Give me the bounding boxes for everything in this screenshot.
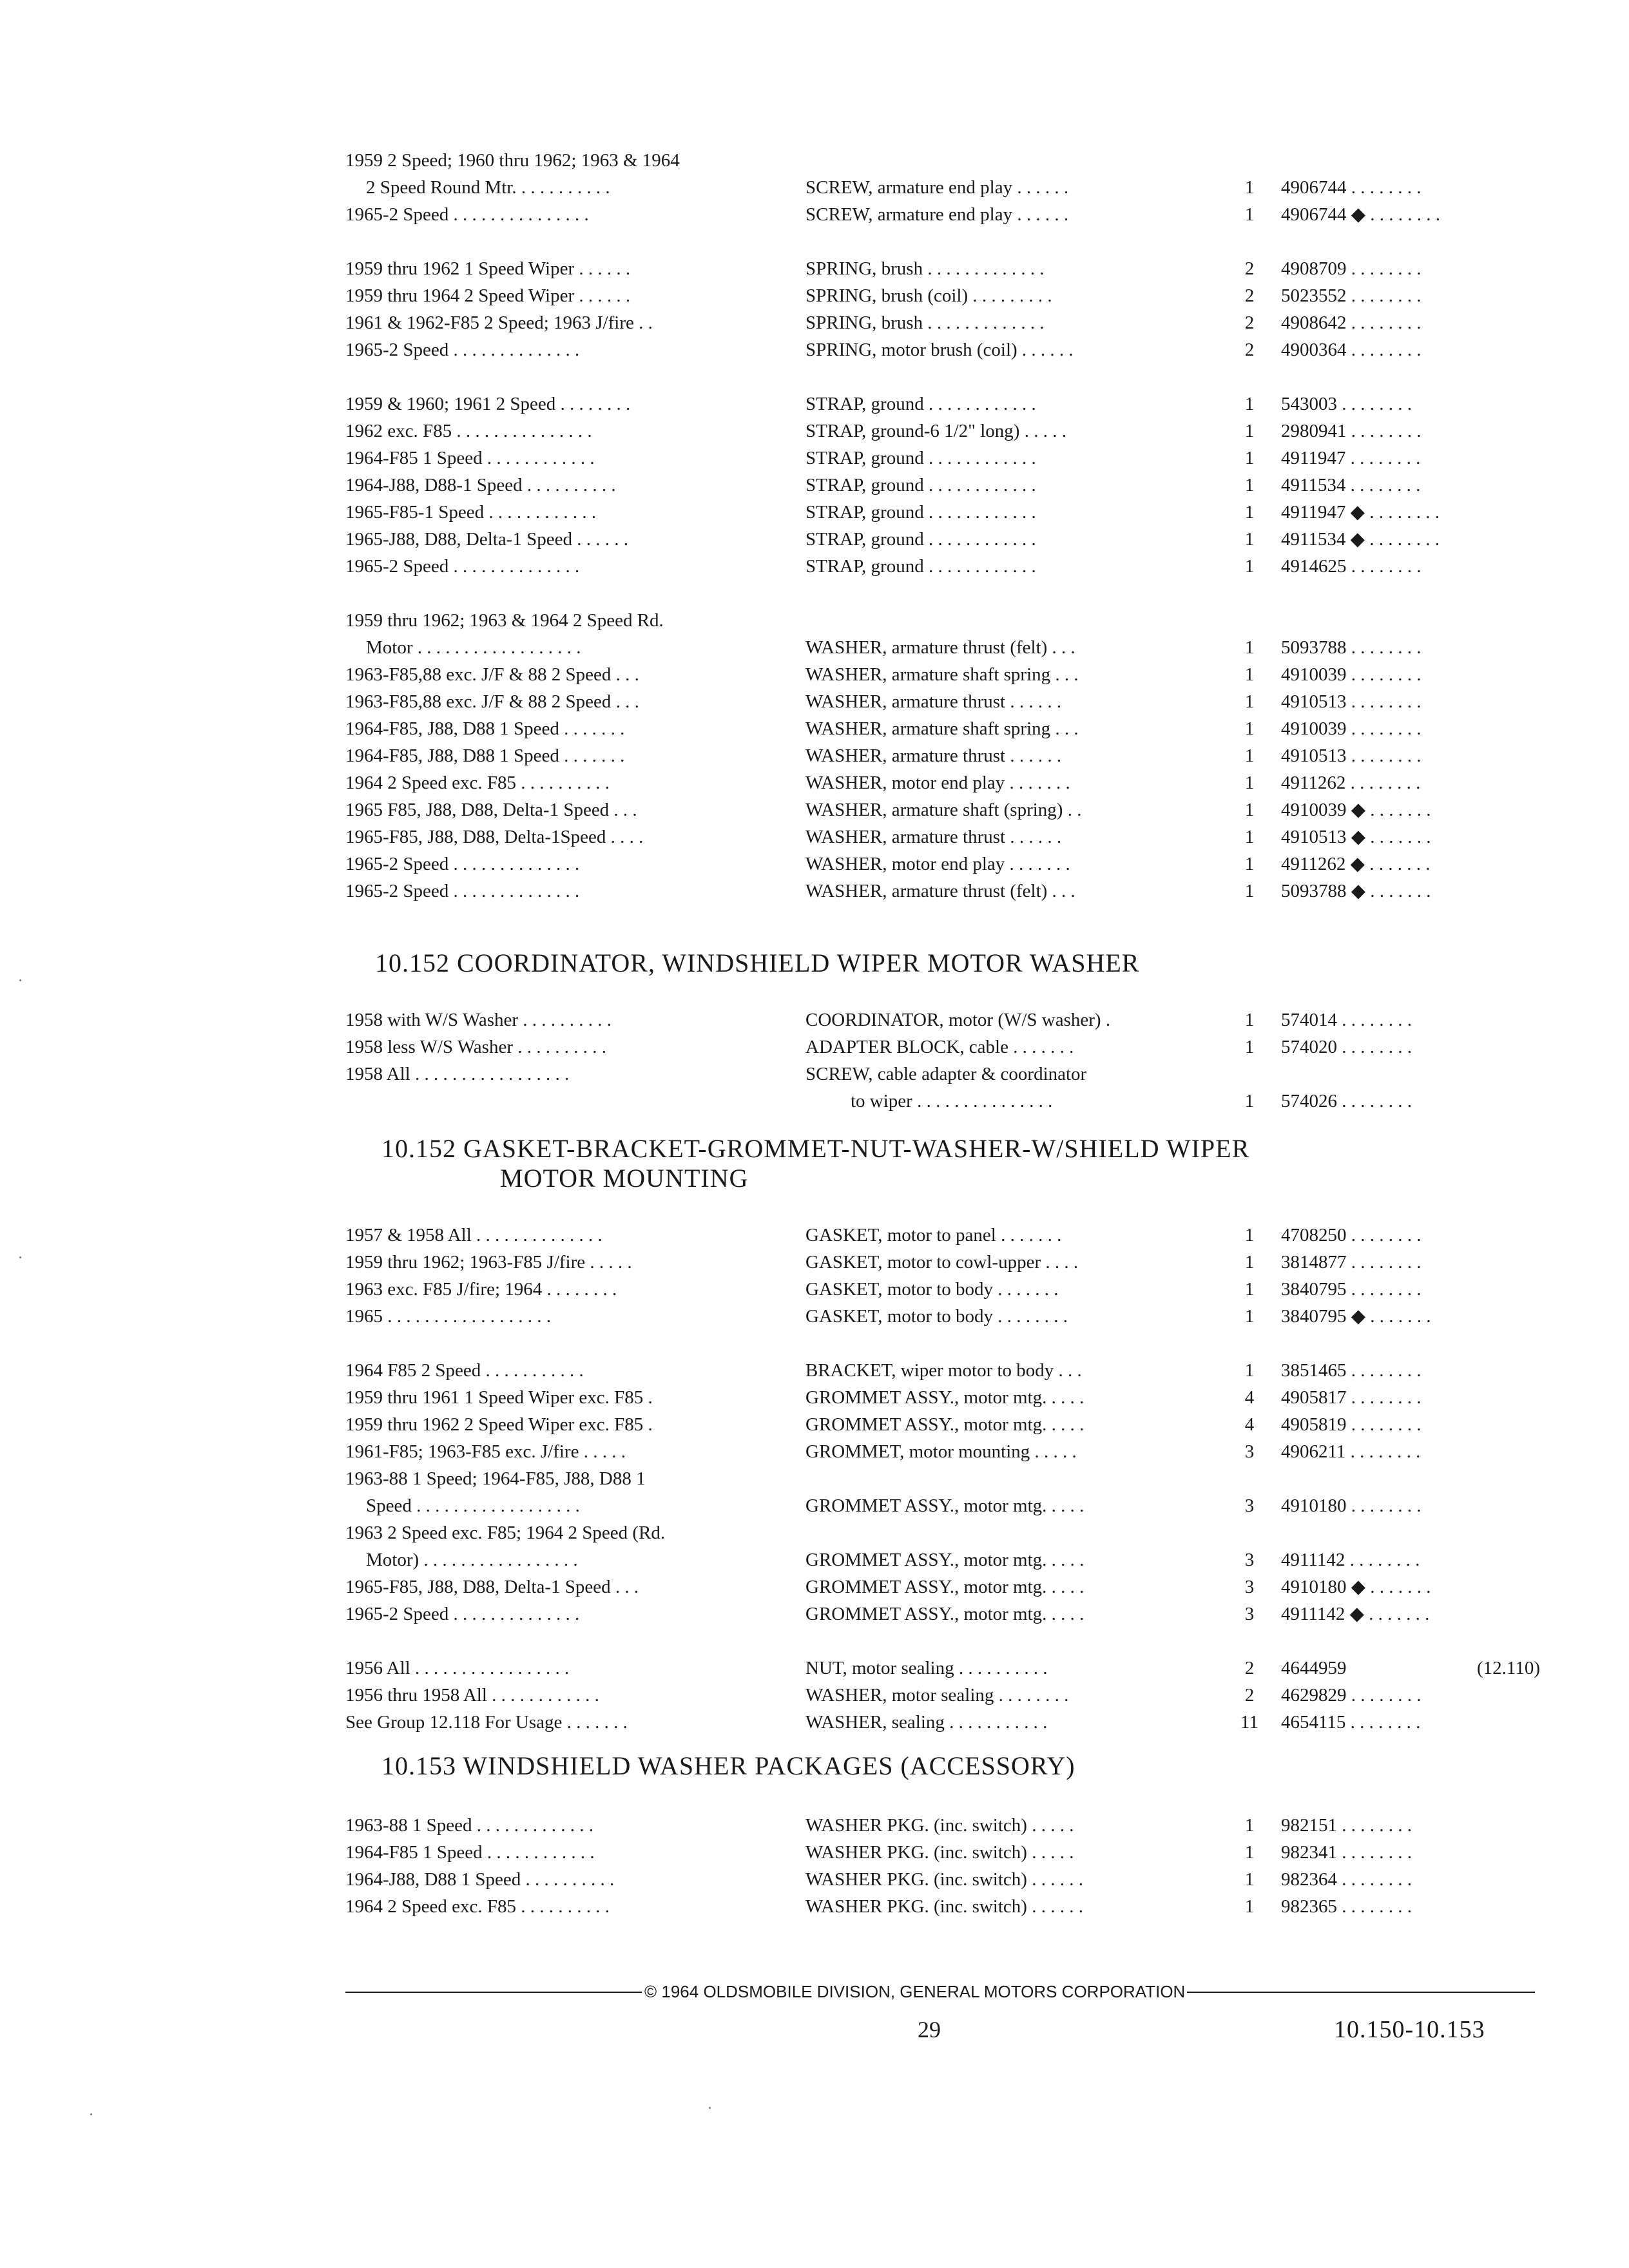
quantity: 3 [1244,1577,1255,1597]
parts-row [0,309,1629,336]
part-description: GROMMET ASSY., motor mtg. . . . . [805,1604,1084,1624]
usage-text: 1965-2 Speed . . . . . . . . . . . . . . [345,854,580,874]
part-description: GROMMET ASSY., motor mtg. . . . . [805,1387,1084,1408]
part-number: 3814877 . . . . . . . . [1281,1252,1422,1273]
quantity: 1 [1244,1037,1255,1057]
part-description: GROMMET, motor mounting . . . . . [805,1441,1077,1462]
usage-text: 1959 thru 1962; 1963 & 1964 2 Speed Rd. [345,610,664,631]
parts-row [0,742,1629,769]
part-number: 574020 . . . . . . . . [1281,1037,1412,1057]
usage-text: 1965 . . . . . . . . . . . . . . . . . . [345,1306,551,1327]
quantity: 1 [1244,773,1255,793]
quantity: 2 [1244,258,1255,279]
usage-text: 1963 exc. F85 J/fire; 1964 . . . . . . . . [345,1279,617,1300]
quantity: 1 [1244,204,1255,225]
quantity: 4 [1244,1414,1255,1435]
parts-row [0,282,1629,309]
parts-row [0,1600,1629,1628]
part-number: 4906744 . . . . . . . . [1281,177,1422,198]
usage-text: 1965-2 Speed . . . . . . . . . . . . . . [345,556,580,577]
part-number: 4911262 . . . . . . . . [1281,773,1421,793]
part-description: GROMMET ASSY., motor mtg. . . . . [805,1550,1084,1570]
parts-row [0,1492,1629,1519]
part-number: 4910039 ◆ . . . . . . . [1281,800,1431,820]
usage-text: 1957 & 1958 All . . . . . . . . . . . . . . [345,1225,602,1245]
scan-speck [709,2107,711,2109]
parts-row [0,1655,1629,1682]
part-description: WASHER, armature thrust . . . . . . [805,827,1062,847]
quantity: 2 [1244,1658,1255,1678]
part-number: 4900364 . . . . . . . . [1281,340,1422,360]
part-number: 574014 . . . . . . . . [1281,1010,1412,1030]
part-number: 4708250 . . . . . . . . [1281,1225,1422,1245]
part-description: SCREW, armature end play . . . . . . [805,177,1069,198]
part-description: SPRING, brush (coil) . . . . . . . . . [805,285,1052,306]
part-description: SCREW, cable adapter & coordinator [805,1064,1087,1084]
quantity: 3 [1244,1441,1255,1462]
usage-text: 1965-F85, J88, D88, Delta-1Speed . . . . [345,827,644,847]
quantity: 3 [1244,1495,1255,1516]
parts-row [0,1866,1629,1893]
part-description: BRACKET, wiper motor to body . . . [805,1360,1082,1381]
part-description: WASHER PKG. (inc. switch) . . . . . [805,1815,1074,1836]
part-number: 3840795 ◆ . . . . . . . [1281,1306,1431,1327]
parts-row [0,147,1629,174]
quantity: 1 [1244,1896,1255,1917]
usage-text: 1965-F85, J88, D88, Delta-1 Speed . . . [345,1577,639,1597]
parts-row [0,661,1629,688]
part-number: 982364 . . . . . . . . [1281,1869,1412,1890]
parts-row [0,796,1629,823]
parts-row [0,634,1629,661]
parts-row [0,336,1629,363]
parts-row [0,499,1629,526]
usage-text: 1963-88 1 Speed; 1964-F85, J88, D88 1 [345,1468,646,1489]
quantity: 1 [1244,475,1255,495]
parts-row [0,472,1629,499]
parts-row [0,1519,1629,1546]
parts-row [0,688,1629,715]
parts-row [0,1357,1629,1384]
part-description: WASHER, armature thrust . . . . . . [805,745,1062,766]
quantity: 1 [1244,1252,1255,1273]
quantity: 3 [1244,1604,1255,1624]
usage-text: 2 Speed Round Mtr. . . . . . . . . . . [366,177,610,198]
quantity: 1 [1244,800,1255,820]
quantity: 3 [1244,1550,1255,1570]
parts-row [0,445,1629,472]
part-description: ADAPTER BLOCK, cable . . . . . . . [805,1037,1074,1057]
part-description: COORDINATOR, motor (W/S washer) . [805,1010,1111,1030]
part-description: WASHER, armature shaft spring . . . [805,664,1079,685]
quantity: 1 [1244,1815,1255,1836]
quantity: 1 [1244,1842,1255,1863]
usage-text: 1959 thru 1962 1 Speed Wiper . . . . . . [345,258,631,279]
section-heading: 10.152 GASKET-BRACKET-GROMMET-NUT-WASHER-W/SHIELD WIPER [381,1134,1250,1163]
usage-text: 1964 2 Speed exc. F85 . . . . . . . . . . [345,1896,610,1917]
parts-row [0,1061,1629,1088]
quantity: 1 [1244,421,1255,441]
part-description: NUT, motor sealing . . . . . . . . . . [805,1658,1048,1678]
part-description: GROMMET ASSY., motor mtg. . . . . [805,1577,1084,1597]
usage-text: Speed . . . . . . . . . . . . . . . . . . [366,1495,580,1516]
scan-speck [19,1256,21,1258]
part-number: 982341 . . . . . . . . [1281,1842,1412,1863]
usage-text: 1964-F85 1 Speed . . . . . . . . . . . . [345,448,595,468]
parts-row [0,1465,1629,1492]
part-description: WASHER, motor end play . . . . . . . [805,854,1070,874]
usage-text: 1964 2 Speed exc. F85 . . . . . . . . . . [345,773,610,793]
parts-row [0,1546,1629,1573]
usage-text: 1961 & 1962-F85 2 Speed; 1963 J/fire . . [345,312,653,333]
part-description: GASKET, motor to panel . . . . . . . [805,1225,1062,1245]
usage-text: 1965-2 Speed . . . . . . . . . . . . . . . [345,204,589,225]
part-number: 4910513 ◆ . . . . . . . [1281,827,1431,847]
part-number: 574026 . . . . . . . . [1281,1091,1412,1111]
part-number: 4910039 . . . . . . . . [1281,664,1422,685]
quantity: 2 [1244,312,1255,333]
usage-text: 1963 2 Speed exc. F85; 1964 2 Speed (Rd. [345,1523,666,1543]
part-number: 4908709 . . . . . . . . [1281,258,1422,279]
usage-text: 1961-F85; 1963-F85 exc. J/fire . . . . . [345,1441,626,1462]
usage-text: 1963-F85,88 exc. J/F & 88 2 Speed . . . [345,691,639,712]
usage-text: 1965-J88, D88, Delta-1 Speed . . . . . . [345,529,628,550]
usage-text: 1959 thru 1962 2 Speed Wiper exc. F85 . [345,1414,653,1435]
part-description: SCREW, armature end play . . . . . . [805,204,1069,225]
parts-row [0,201,1629,228]
usage-text: 1959 thru 1961 1 Speed Wiper exc. F85 . [345,1387,653,1408]
usage-text: 1962 exc. F85 . . . . . . . . . . . . . . . [345,421,592,441]
quantity: 1 [1244,1091,1255,1111]
part-number: 4911142 . . . . . . . . [1281,1550,1420,1570]
usage-text: 1965-F85-1 Speed . . . . . . . . . . . . [345,502,597,523]
part-description: WASHER, armature shaft spring . . . [805,718,1079,739]
part-description: WASHER, armature thrust (felt) . . . [805,637,1075,658]
part-description: SPRING, brush . . . . . . . . . . . . . [805,312,1045,333]
part-number: 543003 . . . . . . . . [1281,394,1412,414]
usage-text: 1964-F85, J88, D88 1 Speed . . . . . . . [345,745,625,766]
parts-row [0,769,1629,796]
part-description: WASHER, sealing . . . . . . . . . . . [805,1712,1048,1733]
parts-row [0,1088,1629,1115]
part-number: 3851465 . . . . . . . . [1281,1360,1422,1381]
scan-speck [19,979,21,981]
quantity: 1 [1244,1279,1255,1300]
part-description: GROMMET ASSY., motor mtg. . . . . [805,1495,1084,1516]
usage-text: 1964-J88, D88 1 Speed . . . . . . . . . . [345,1869,615,1890]
usage-text: 1965-2 Speed . . . . . . . . . . . . . . [345,340,580,360]
part-number: 4911534 ◆ . . . . . . . . [1281,529,1440,550]
part-description: WASHER PKG. (inc. switch) . . . . . [805,1842,1074,1863]
usage-text: 1964-F85 1 Speed . . . . . . . . . . . . [345,1842,595,1863]
part-number: 4911534 . . . . . . . . [1281,475,1421,495]
parts-row [0,1033,1629,1061]
parts-row [0,1006,1629,1033]
parts-row [0,553,1629,580]
usage-text: 1963-88 1 Speed . . . . . . . . . . . . . [345,1815,594,1836]
parts-row [0,174,1629,201]
part-description: STRAP, ground-6 1/2" long) . . . . . [805,421,1066,441]
part-number: 4914625 . . . . . . . . [1281,556,1422,577]
part-number: 4908642 . . . . . . . . [1281,312,1422,333]
part-number: 4911947 . . . . . . . . [1281,448,1421,468]
usage-text: 1965-2 Speed . . . . . . . . . . . . . . [345,881,580,901]
quantity: 1 [1244,448,1255,468]
part-description: STRAP, ground . . . . . . . . . . . . [805,394,1036,414]
usage-text: 1958 less W/S Washer . . . . . . . . . . [345,1037,606,1057]
quantity: 1 [1244,854,1255,874]
quantity: 1 [1244,177,1255,198]
part-number: 3840795 . . . . . . . . [1281,1279,1422,1300]
part-number: 4910180 ◆ . . . . . . . [1281,1577,1431,1597]
parts-row [0,823,1629,850]
part-number: 4905817 . . . . . . . . [1281,1387,1422,1408]
usage-text: 1963-F85,88 exc. J/F & 88 2 Speed . . . [345,664,639,685]
quantity: 11 [1240,1712,1258,1733]
part-description: to wiper . . . . . . . . . . . . . . . [851,1091,1053,1111]
part-description: WASHER, armature thrust (felt) . . . [805,881,1075,901]
usage-text: 1958 with W/S Washer . . . . . . . . . . [345,1010,612,1030]
part-description: WASHER PKG. (inc. switch) . . . . . . [805,1869,1083,1890]
parts-row [0,1438,1629,1465]
quantity: 1 [1244,529,1255,550]
usage-text: 1965 F85, J88, D88, Delta-1 Speed . . . [345,800,637,820]
part-number: 982365 . . . . . . . . [1281,1896,1412,1917]
part-description: GASKET, motor to body . . . . . . . . [805,1306,1068,1327]
part-number: 4910180 . . . . . . . . [1281,1495,1422,1516]
parts-row [0,1222,1629,1249]
part-description: STRAP, ground . . . . . . . . . . . . [805,475,1036,495]
quantity: 1 [1244,1225,1255,1245]
part-number: 4910513 . . . . . . . . [1281,691,1422,712]
parts-row [0,255,1629,282]
scan-speck [90,2113,92,2115]
part-description: WASHER PKG. (inc. switch) . . . . . . [805,1896,1083,1917]
part-description: STRAP, ground . . . . . . . . . . . . [805,529,1036,550]
quantity: 2 [1244,1685,1255,1706]
part-description: STRAP, ground . . . . . . . . . . . . [805,556,1036,577]
quantity: 1 [1244,1869,1255,1890]
quantity: 1 [1244,502,1255,523]
part-description: SPRING, motor brush (coil) . . . . . . [805,340,1074,360]
part-description: GASKET, motor to cowl-upper . . . . [805,1252,1079,1273]
page-section-range: 10.150-10.153 [1334,2016,1485,2043]
part-number: 2980941 . . . . . . . . [1281,421,1422,441]
parts-row [0,1682,1629,1709]
part-number: 5023552 . . . . . . . . [1281,285,1422,306]
parts-row [0,850,1629,878]
usage-text: 1959 thru 1964 2 Speed Wiper . . . . . . [345,285,631,306]
quantity: 1 [1244,691,1255,712]
part-description: STRAP, ground . . . . . . . . . . . . [805,502,1036,523]
part-number: 4911947 ◆ . . . . . . . . [1281,502,1440,523]
quantity: 1 [1244,1306,1255,1327]
quantity: 1 [1244,827,1255,847]
quantity: 1 [1244,637,1255,658]
parts-row [0,1276,1629,1303]
part-number: 4654115 . . . . . . . . [1281,1712,1421,1733]
group-reference: (12.110) [1477,1658,1540,1678]
parts-row [0,715,1629,742]
part-description: WASHER, armature shaft (spring) . . [805,800,1082,820]
part-number: 4910513 . . . . . . . . [1281,745,1422,766]
part-number: 4910039 . . . . . . . . [1281,718,1422,739]
part-number: 4905819 . . . . . . . . [1281,1414,1422,1435]
quantity: 1 [1244,394,1255,414]
usage-text: Motor . . . . . . . . . . . . . . . . . . [366,637,581,658]
part-number: 4644959 [1281,1658,1347,1678]
usage-text: See Group 12.118 For Usage . . . . . . . [345,1712,628,1733]
part-description: SPRING, brush . . . . . . . . . . . . . [805,258,1045,279]
page-number: 29 [918,2017,941,2042]
part-number: 4906211 . . . . . . . . [1281,1441,1421,1462]
quantity: 1 [1244,745,1255,766]
quantity: 2 [1244,340,1255,360]
usage-text: Motor) . . . . . . . . . . . . . . . . . [366,1550,578,1570]
parts-row [0,1709,1629,1736]
parts-row [0,418,1629,445]
parts-row [0,607,1629,634]
usage-text: 1964-F85, J88, D88 1 Speed . . . . . . . [345,718,625,739]
quantity: 4 [1244,1387,1255,1408]
part-number: 5093788 ◆ . . . . . . . [1281,881,1431,901]
parts-row [0,1249,1629,1276]
part-number: 4906744 ◆ . . . . . . . . [1281,204,1441,225]
part-description: GASKET, motor to body . . . . . . . [805,1279,1059,1300]
usage-text: 1964 F85 2 Speed . . . . . . . . . . . [345,1360,584,1381]
part-number: 4629829 . . . . . . . . [1281,1685,1422,1706]
part-number: 4911142 ◆ . . . . . . . [1281,1604,1430,1624]
parts-row [0,1812,1629,1839]
parts-row [0,1411,1629,1438]
parts-row [0,390,1629,418]
quantity: 1 [1244,1360,1255,1381]
usage-text: 1964-J88, D88-1 Speed . . . . . . . . . . [345,475,616,495]
usage-text: 1958 All . . . . . . . . . . . . . . . . . [345,1064,570,1084]
parts-row [0,1573,1629,1600]
quantity: 2 [1244,285,1255,306]
quantity: 1 [1244,664,1255,685]
part-description: STRAP, ground . . . . . . . . . . . . [805,448,1036,468]
parts-row [0,1893,1629,1920]
part-number: 4911262 ◆ . . . . . . . [1281,854,1431,874]
footer-rule-left [345,1992,642,1993]
footer-rule-right [1187,1992,1535,1993]
quantity: 1 [1244,718,1255,739]
part-description: GROMMET ASSY., motor mtg. . . . . [805,1414,1084,1435]
footer-copyright: © 1964 OLDSMOBILE DIVISION, GENERAL MOTORS CORPORATION [644,1982,1186,2001]
usage-text: 1956 All . . . . . . . . . . . . . . . . . [345,1658,570,1678]
quantity: 1 [1244,1010,1255,1030]
parts-row [0,1303,1629,1330]
section-heading-continued: MOTOR MOUNTING [500,1164,749,1193]
section-heading: 10.153 WINDSHIELD WASHER PACKAGES (ACCESSORY) [381,1751,1075,1780]
part-number: 5093788 . . . . . . . . [1281,637,1422,658]
part-description: WASHER, armature thrust . . . . . . [805,691,1062,712]
part-description: WASHER, motor sealing . . . . . . . . [805,1685,1069,1706]
usage-text: 1959 & 1960; 1961 2 Speed . . . . . . . . [345,394,631,414]
usage-text: 1959 thru 1962; 1963-F85 J/fire . . . . . [345,1252,632,1273]
parts-row [0,878,1629,905]
parts-row [0,526,1629,553]
parts-row [0,1839,1629,1866]
quantity: 1 [1244,556,1255,577]
section-heading: 10.152 COORDINATOR, WINDSHIELD WIPER MOTOR WASHER [375,948,1140,977]
usage-text: 1956 thru 1958 All . . . . . . . . . . . . [345,1685,599,1706]
part-description: WASHER, motor end play . . . . . . . [805,773,1070,793]
usage-text: 1959 2 Speed; 1960 thru 1962; 1963 & 1964 [345,150,680,171]
usage-text: 1965-2 Speed . . . . . . . . . . . . . . [345,1604,580,1624]
part-number: 982151 . . . . . . . . [1281,1815,1412,1836]
quantity: 1 [1244,881,1255,901]
parts-row [0,1384,1629,1411]
